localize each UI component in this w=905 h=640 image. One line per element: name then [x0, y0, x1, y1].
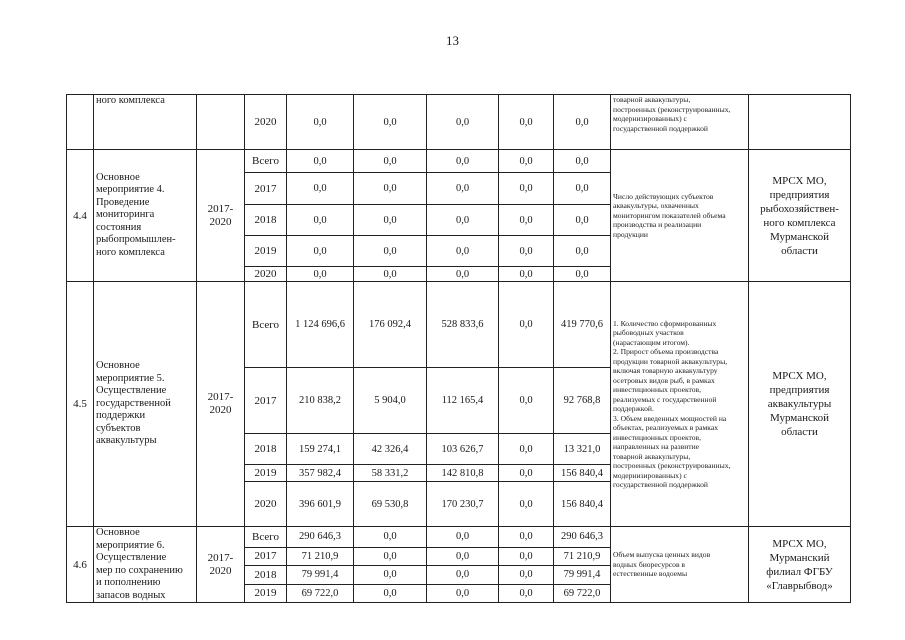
other-sources-cell: 13 321,0: [554, 434, 611, 465]
other-sources-cell: 419 770,6: [554, 282, 611, 368]
indicator-cell: Объем выпуска ценных видов водных биоресурсов в естественные водоемы: [611, 527, 749, 603]
regional-budget-cell: 0,0: [427, 566, 499, 584]
federal-budget-cell: 0,0: [354, 547, 427, 565]
local-budget-cell: 0,0: [499, 527, 554, 548]
regional-budget-cell: 170 230,7: [427, 482, 499, 527]
regional-budget-cell: 112 165,4: [427, 368, 499, 434]
activity-name-cell: Основное мероприятие 5. Осуществление государственной поддержки субъектов аквакультуры: [94, 282, 197, 527]
total-value-cell: 0,0: [287, 173, 354, 205]
local-budget-cell: 0,0: [499, 205, 554, 236]
activity-name-cell: ного комплекса: [94, 95, 197, 150]
other-sources-cell: 0,0: [554, 150, 611, 173]
local-budget-cell: 0,0: [499, 267, 554, 282]
federal-budget-cell: 58 331,2: [354, 465, 427, 482]
total-value-cell: 290 646,3: [287, 527, 354, 548]
year-cell: 2018: [245, 566, 287, 584]
other-sources-cell: 290 646,3: [554, 527, 611, 548]
year-cell: 2019: [245, 584, 287, 602]
federal-budget-cell: 176 092,4: [354, 282, 427, 368]
federal-budget-cell: 42 326,4: [354, 434, 427, 465]
responsible-cell: [749, 95, 851, 150]
federal-budget-cell: 0,0: [354, 566, 427, 584]
indicator-cell: 1. Количество сформированных рыбоводных участков (нарастающим итогом). 2. Прирост объема производства продукции товарной аквакультуры, включая товарную аквакультуру осетровых видов рыб, в рамках инвестиционных проектов, реализуемых с государственной поддержкой. 3. Объем введенных мощностей на объектах, реализуемых в рамках инвестиционных проектов, направленных на развитие товарной аквакультуры, построенных (реконструированных, модернизированных) с государственной поддержкой: [611, 282, 749, 527]
total-value-cell: 357 982,4: [287, 465, 354, 482]
other-sources-cell: 79 991,4: [554, 566, 611, 584]
term-cell: 2017- 2020: [197, 527, 245, 603]
total-value-cell: 71 210,9: [287, 547, 354, 565]
federal-budget-cell: 5 904,0: [354, 368, 427, 434]
row-number-cell: 4.4: [67, 150, 94, 282]
federal-budget-cell: 0,0: [354, 150, 427, 173]
year-cell: 2019: [245, 465, 287, 482]
program-activities-table: [66, 94, 851, 603]
regional-budget-cell: 0,0: [427, 150, 499, 173]
total-value-cell: 79 991,4: [287, 566, 354, 584]
local-budget-cell: 0,0: [499, 547, 554, 565]
activity-name-cell: Основное мероприятие 4. Проведение мониторинга состояния рыбопромышлен- ного комплекса: [94, 150, 197, 282]
regional-budget-cell: 0,0: [427, 584, 499, 602]
total-value-cell: 0,0: [287, 150, 354, 173]
local-budget-cell: 0,0: [499, 465, 554, 482]
regional-budget-cell: 103 626,7: [427, 434, 499, 465]
year-cell: Всего: [245, 150, 287, 173]
table-row: [67, 95, 851, 150]
federal-budget-cell: 0,0: [354, 173, 427, 205]
federal-budget-cell: 69 530,8: [354, 482, 427, 527]
term-cell: [197, 95, 245, 150]
page-number: 13: [446, 33, 459, 48]
other-sources-cell: 92 768,8: [554, 368, 611, 434]
year-cell: 2018: [245, 205, 287, 236]
federal-budget-cell: 0,0: [354, 236, 427, 267]
total-value-cell: 396 601,9: [287, 482, 354, 527]
term-cell: 2017- 2020: [197, 150, 245, 282]
other-sources-cell: 0,0: [554, 205, 611, 236]
responsible-cell: МРСХ МО, предприятия аквакультуры Мурманской области: [749, 282, 851, 527]
indicator-cell: товарной аквакультуры, построенных (реконструированных, модернизированных) с государственной поддержкой: [611, 95, 749, 150]
year-cell: 2017: [245, 173, 287, 205]
local-budget-cell: 0,0: [499, 236, 554, 267]
term-cell: 2017- 2020: [197, 282, 245, 527]
indicator-cell: Число действующих субъектов аквакультуры, охваченных мониторингом показателей объема производства и реализации продукции: [611, 150, 749, 282]
regional-budget-cell: 0,0: [427, 547, 499, 565]
total-value-cell: 159 274,1: [287, 434, 354, 465]
local-budget-cell: 0,0: [499, 584, 554, 602]
year-cell: 2019: [245, 236, 287, 267]
other-sources-cell: 0,0: [554, 236, 611, 267]
federal-budget-cell: 0,0: [354, 527, 427, 548]
regional-budget-cell: 0,0: [427, 236, 499, 267]
local-budget-cell: 0,0: [499, 173, 554, 205]
local-budget-cell: 0,0: [499, 95, 554, 150]
table-row: [67, 282, 851, 368]
total-value-cell: 0,0: [287, 267, 354, 282]
table-row: [67, 527, 851, 548]
regional-budget-cell: 0,0: [427, 95, 499, 150]
row-number-cell: [67, 95, 94, 150]
year-cell: 2018: [245, 434, 287, 465]
regional-budget-cell: 0,0: [427, 173, 499, 205]
responsible-cell: МРСХ МО, предприятия рыбохозяйствен- ного комплекса Мурманской области: [749, 150, 851, 282]
year-cell: 2020: [245, 267, 287, 282]
year-cell: 2020: [245, 482, 287, 527]
responsible-cell: МРСХ МО, Мурманский филиал ФГБУ «Главрыбвод»: [749, 527, 851, 603]
year-cell: 2020: [245, 95, 287, 150]
local-budget-cell: 0,0: [499, 482, 554, 527]
regional-budget-cell: 142 810,8: [427, 465, 499, 482]
total-value-cell: 69 722,0: [287, 584, 354, 602]
total-value-cell: 0,0: [287, 205, 354, 236]
federal-budget-cell: 0,0: [354, 205, 427, 236]
regional-budget-cell: 0,0: [427, 205, 499, 236]
activity-name-cell: Основное мероприятие 6. Осуществление мер по сохранению и пополнению запасов водных: [94, 527, 197, 603]
total-value-cell: 0,0: [287, 236, 354, 267]
local-budget-cell: 0,0: [499, 434, 554, 465]
other-sources-cell: 156 840,4: [554, 482, 611, 527]
other-sources-cell: 0,0: [554, 173, 611, 205]
other-sources-cell: 0,0: [554, 267, 611, 282]
federal-budget-cell: 0,0: [354, 267, 427, 282]
other-sources-cell: 0,0: [554, 95, 611, 150]
table-row: [67, 150, 851, 173]
other-sources-cell: 71 210,9: [554, 547, 611, 565]
year-cell: 2017: [245, 368, 287, 434]
row-number-cell: 4.5: [67, 282, 94, 527]
total-value-cell: 210 838,2: [287, 368, 354, 434]
federal-budget-cell: 0,0: [354, 584, 427, 602]
total-value-cell: 0,0: [287, 95, 354, 150]
regional-budget-cell: 0,0: [427, 267, 499, 282]
year-cell: Всего: [245, 527, 287, 548]
local-budget-cell: 0,0: [499, 150, 554, 173]
local-budget-cell: 0,0: [499, 566, 554, 584]
local-budget-cell: 0,0: [499, 368, 554, 434]
total-value-cell: 1 124 696,6: [287, 282, 354, 368]
regional-budget-cell: 0,0: [427, 527, 499, 548]
local-budget-cell: 0,0: [499, 282, 554, 368]
federal-budget-cell: 0,0: [354, 95, 427, 150]
row-number-cell: 4.6: [67, 527, 94, 603]
other-sources-cell: 156 840,4: [554, 465, 611, 482]
other-sources-cell: 69 722,0: [554, 584, 611, 602]
year-cell: 2017: [245, 547, 287, 565]
regional-budget-cell: 528 833,6: [427, 282, 499, 368]
year-cell: Всего: [245, 282, 287, 368]
